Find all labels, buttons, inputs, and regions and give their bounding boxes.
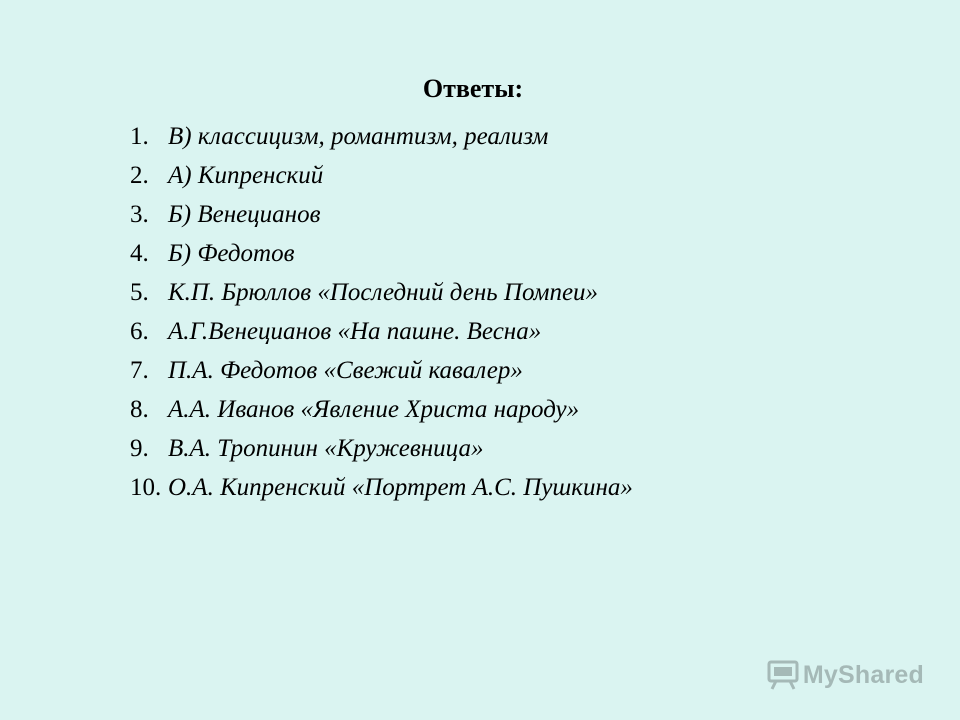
list-item [130, 471, 633, 510]
presentation-board-icon [767, 660, 799, 690]
watermark-text: MyShared [802, 660, 924, 689]
item-text: О.А. Кипренский «Портрет А.С. Пушкина» [168, 474, 633, 501]
page-title: Ответы: [422, 74, 524, 103]
item-number: 4. [130, 240, 149, 267]
item-text: В) классицизм, романтизм, реализм [168, 123, 549, 150]
item-text: П.А. Федотов «Свежий кавалер» [168, 357, 523, 384]
item-text: Б) Федотов [168, 240, 295, 267]
list-item [130, 237, 633, 276]
item-number: 2. [130, 162, 149, 189]
item-number: 8. [130, 396, 149, 423]
item-text: В.А. Тропинин «Кружевница» [168, 435, 484, 462]
list-item [130, 315, 633, 354]
item-number: 3. [130, 201, 149, 228]
list-item [130, 393, 633, 432]
list-item [130, 159, 633, 198]
item-number: 7. [130, 357, 149, 384]
item-text: А) Кипренский [168, 162, 324, 189]
item-text: К.П. Брюллов «Последний день Помпеи» [168, 279, 599, 306]
item-text: А.Г.Венецианов «На пашне. Весна» [168, 318, 542, 345]
item-number: 6. [130, 318, 149, 345]
list-item [130, 432, 633, 471]
watermark-logo [767, 660, 924, 690]
item-text: А.А. Иванов «Явление Христа народу» [168, 396, 580, 423]
answers-list [130, 120, 633, 510]
list-item [130, 276, 633, 315]
item-text: Б) Венецианов [168, 201, 321, 228]
item-number: 10. [130, 474, 162, 501]
list-item [130, 198, 633, 237]
item-number: 5. [130, 279, 149, 306]
list-item [130, 120, 633, 159]
list-item [130, 354, 633, 393]
item-number: 9. [130, 435, 149, 462]
item-number: 1. [130, 123, 149, 150]
